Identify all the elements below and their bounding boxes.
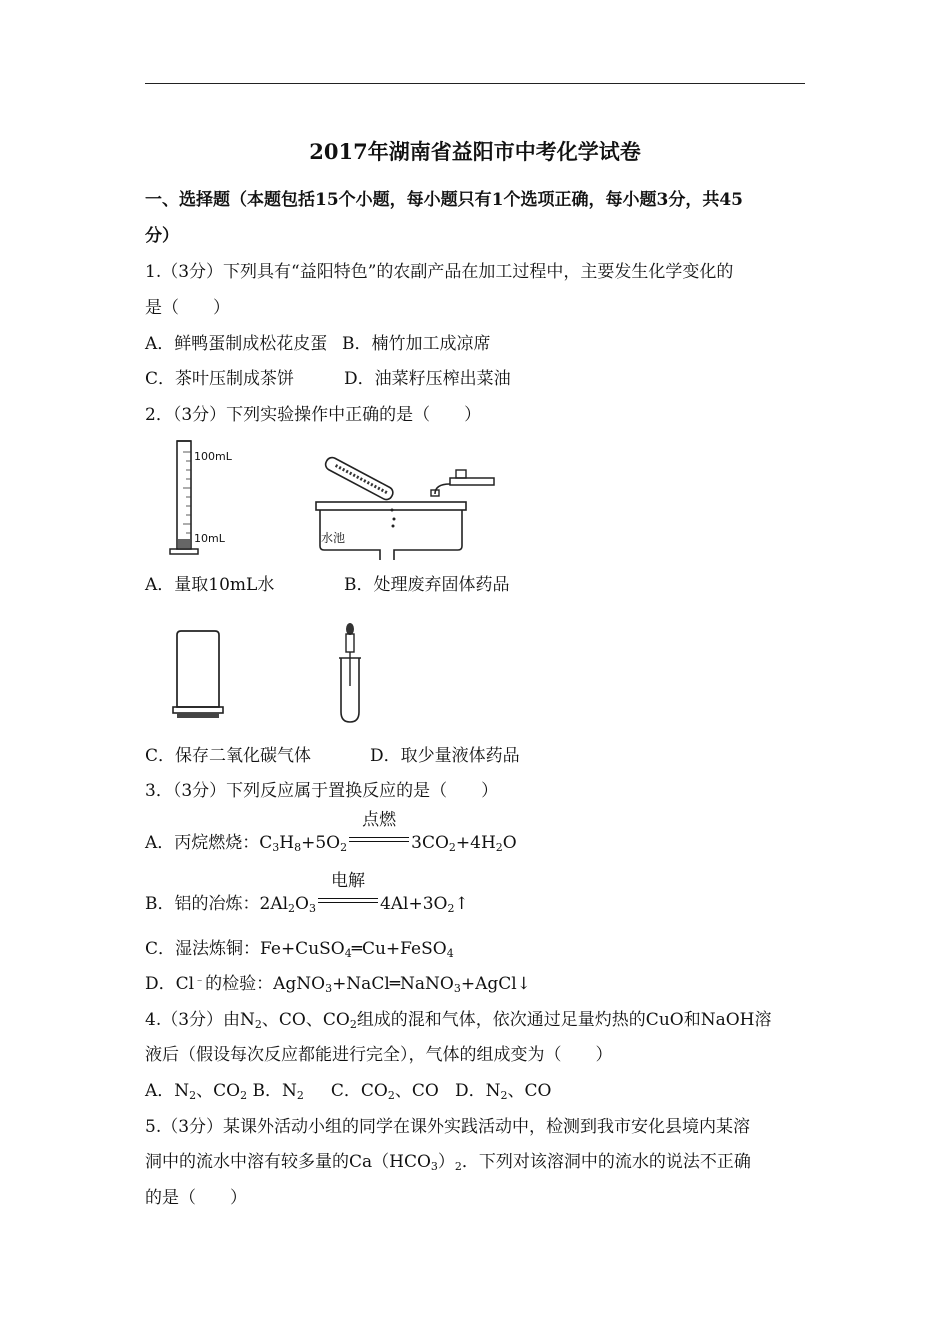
dropper-test-tube-figure — [330, 620, 370, 730]
q2-option-a: A．量取10mL水 — [145, 575, 275, 595]
section-heading-cont: 分） — [145, 226, 179, 246]
gas-jar-figure — [165, 625, 233, 725]
q3-option-d: D．Cl﹣的检验：AgNO$_3$+NaCl═NaNO$_3$+AgCl↓ — [145, 973, 531, 995]
q4-stem-cont: 液后（假设每次反应都能进行完全），气体的组成变为（ ） — [145, 1045, 613, 1065]
q3-option-c: C．湿法炼铜：Fe+CuSO$_4$═Cu+FeSO$_4$ — [145, 939, 454, 960]
q5-stem-cont: 洞中的流水中溶有较多量的$Ca(HCO_3)_2$．下列对该溶洞中的流水的说法不正确 — [145, 1152, 751, 1173]
cylinder-mark-bottom: 10mL — [194, 532, 225, 545]
q1-stem: 1.（3分）下列具有“益阳特色”的农副产品在加工过程中，主要发生化学变化的 — [145, 262, 734, 282]
q3-option-b: B．铝的冶炼：$2Al_2O_3$ 电解 $4Al+3O_2↑$ — [145, 871, 469, 915]
q4-stem: 4.（3分）由$N_2$、CO、$CO_2$组成的混和气体，依次通过足量灼热的CuO和NaOH溶 — [145, 1010, 772, 1031]
sink-label: 水池 — [321, 531, 346, 545]
q3-option-a-label: A．丙烷燃烧： — [145, 833, 260, 853]
q3-option-c-label: C．湿法炼铜： — [145, 939, 261, 959]
q3-option-b-label: B．铝的冶炼： — [145, 894, 260, 914]
q3-option-d-label: D．Cl — [145, 974, 195, 994]
q3-option-d-rest: 的检验： — [205, 974, 274, 994]
q4-options: A．$N_2$、$CO_2$ B．$N_2$ C．$CO_2$、CO D．$N_2$、CO — [145, 1081, 552, 1102]
q1-stem-cont: 是（ ） — [145, 298, 230, 318]
cylinder-mark-top: 100mL — [194, 450, 232, 463]
q2-option-b: B．处理废弃固体药品 — [344, 575, 510, 595]
q5-stem: 5.（3分）某课外活动小组的同学在课外实践活动中，检测到我市安化县境内某溶 — [145, 1117, 751, 1137]
q3-stem: 3．（3分）下列反应属于置换反应的是（ ） — [145, 781, 499, 801]
reaction-condition-ignite: 点燃 — [347, 828, 411, 850]
q5-stem-end: 的是（ ） — [145, 1188, 247, 1208]
page-title: 2017年湖南省益阳市中考化学试卷 — [309, 139, 641, 164]
q2-stem: 2．（3分）下列实验操作中正确的是（ ） — [145, 405, 482, 425]
q3-option-a: A．丙烷燃烧：$C_3H_8+5O_2$ 点燃 $3CO_2+4H_2O$ — [145, 810, 517, 854]
q1-option-b: B．楠竹加工成凉席 — [342, 334, 491, 354]
section-heading: 一、选择题（本题包括15个小题，每小题只有1个选项正确，每小题3分，共45 — [145, 190, 743, 210]
reaction-condition-electrolysis: 电解 — [316, 889, 380, 911]
q2-option-d: D．取少量液体药品 — [370, 746, 520, 766]
q1-option-a: A．鲜鸭蛋制成松花皮蛋 — [145, 334, 328, 354]
q1-option-c: C．茶叶压制成茶饼 — [145, 369, 295, 389]
q2-option-c: C．保存二氧化碳气体 — [145, 746, 312, 766]
header-rule — [145, 83, 805, 84]
q1-option-d: D．油菜籽压榨出菜油 — [344, 369, 511, 389]
